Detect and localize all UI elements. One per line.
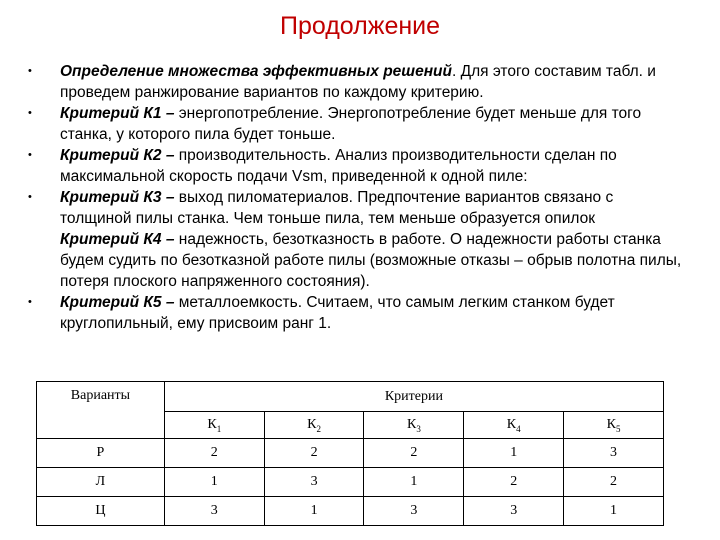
bullet-list [28, 61, 688, 334]
bullet-item [28, 292, 688, 334]
bullet-text: . Для этого составим табл. и проведем ранжирование вариантов по каждому критерию. [60, 63, 656, 101]
table-row [37, 497, 664, 526]
criterion-header: $К_1$ [164, 412, 264, 439]
rank-cell: 2 [264, 439, 364, 468]
table-row [37, 439, 664, 468]
rank-cell: 3 [164, 497, 264, 526]
rank-cell: 1 [464, 439, 564, 468]
bullet-marker: • [28, 65, 32, 77]
bullet-text: металлоемкость. Считаем, что самым легким станком будет круглопильный, ему присвоим ранг 1. [60, 294, 615, 332]
table-row [37, 468, 664, 497]
bullet-text: выход пиломатериалов. Предпочтение вариантов связано с толщиной пилы станка. Чем тоньше пила, тем меньше образуется опилок [60, 189, 614, 227]
rank-cell: 3 [364, 497, 464, 526]
bullet-lead: Критерий К3 – [60, 189, 175, 206]
bullet-lead: Определение множества эффективных решений [60, 63, 452, 80]
rank-cell: 3 [264, 468, 364, 497]
bullet-lead: Критерий К2 – [60, 147, 175, 164]
bullet-text: энергопотребление. Энергопотребление будет меньше для того станка, у которого пила будет тоньше. [60, 105, 642, 143]
bullet-item [28, 145, 688, 187]
variant-cell: Ц [37, 497, 165, 526]
header-variants: Варианты [37, 382, 165, 439]
header-criteria: Критерии [164, 382, 663, 412]
bullet-marker: • [28, 149, 32, 161]
rank-cell: 2 [464, 468, 564, 497]
bullet-item [28, 187, 688, 229]
rank-cell: 2 [364, 439, 464, 468]
rank-cell: 1 [164, 468, 264, 497]
rank-cell: 1 [364, 468, 464, 497]
rank-cell: 1 [564, 497, 664, 526]
criterion-header: $К_4$ [464, 412, 564, 439]
bullet-lead: Критерий К4 – [60, 231, 175, 248]
bullet-text: надежность, безотказность в работе. О надежности работы станка будем судить по безотказной работе пилы (возможные отказы – обрыв полотна пилы, потеря плоского напряженного состояния). [60, 231, 682, 290]
variant-cell: Р [37, 439, 165, 468]
criterion-header: $К_3$ [364, 412, 464, 439]
bullet-lead: Критерий К5 – [60, 294, 175, 311]
rank-cell: 1 [264, 497, 364, 526]
bullet-item [28, 61, 688, 103]
bullet-lead: Критерий К1 – [60, 105, 175, 122]
variant-cell: Л [37, 468, 165, 497]
rank-cell: 3 [564, 439, 664, 468]
bullet-marker: • [28, 191, 32, 203]
criteria-table [36, 381, 664, 526]
rank-cell: 2 [164, 439, 264, 468]
bullet-item [28, 229, 688, 292]
bullet-text: производительность. Анализ производительности сделан по максимальной скорость подачи Vsm, приведенной к одной пиле: [60, 147, 617, 185]
bullet-item [28, 103, 688, 145]
criterion-header: $К_2$ [264, 412, 364, 439]
criterion-header: $К_5$ [564, 412, 664, 439]
rank-cell: 2 [564, 468, 664, 497]
table-header-row [37, 382, 664, 412]
bullet-marker: • [28, 107, 32, 119]
rank-cell: 3 [464, 497, 564, 526]
slide-title: Продолжение [279, 12, 441, 40]
bullet-marker: • [28, 296, 32, 308]
